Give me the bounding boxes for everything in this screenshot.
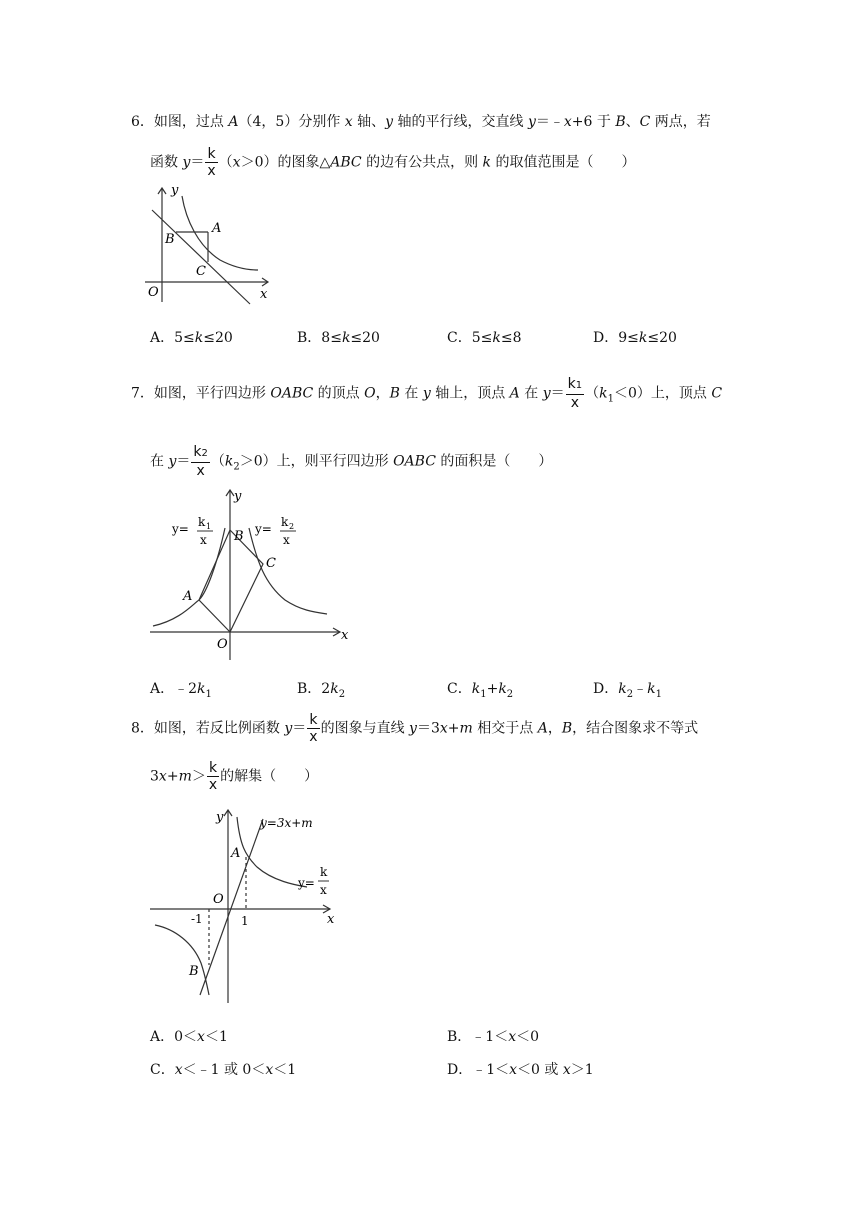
q7-option-d[interactable]: D．$k_2﹣k_1$	[593, 681, 662, 700]
label-O: O	[213, 892, 224, 907]
tick-1: 1	[241, 914, 249, 928]
eq-prefix: y=	[298, 876, 315, 890]
label-x: x	[260, 287, 268, 302]
eq-k2-num: k	[281, 515, 289, 529]
label-C: C	[266, 556, 276, 571]
label-A: A	[231, 846, 241, 861]
q7-option-c[interactable]: C．$k_1+k_2$	[447, 681, 514, 700]
eq-k2-prefix: y=	[255, 522, 272, 536]
label-y: y	[234, 489, 242, 504]
eq-num: k	[320, 865, 328, 879]
label-A: A	[212, 221, 222, 236]
eq-k2-sub: 2	[289, 522, 295, 531]
eq-den: x	[320, 883, 327, 897]
q6-option-b[interactable]: B．8≤k≤20	[297, 330, 380, 346]
q6-option-d[interactable]: D．9≤k≤20	[593, 330, 677, 346]
line-y-neg-x-plus-6	[152, 210, 250, 304]
q7-number: 7．	[131, 385, 154, 402]
label-C: C	[196, 264, 206, 279]
q8-option-c[interactable]: C．x＜﹣1 或 0＜x＜1	[150, 1062, 297, 1078]
eq-k1-num: k	[198, 515, 206, 529]
fraction-k-over-x: $\frac{k}{x}$	[309, 712, 318, 745]
line-label: y=3x+m	[260, 816, 313, 830]
q7-option-b[interactable]: B．$2k_2$	[297, 681, 346, 700]
q8-figure	[145, 805, 345, 1010]
q6-figure	[140, 180, 280, 310]
label-x: x	[327, 912, 335, 927]
q8-line2: 3x+m＞ $\frac{k}{x}$ 的解集（ ）	[150, 760, 319, 793]
label-x: x	[341, 628, 349, 643]
q7-line1: 7．如图，平行四边形 OABC 的顶点 O，B 在 y 轴上，顶点 A 在 y＝ $\frac{k1}{x}$ $(k_1<0)$上，顶点 C	[131, 376, 723, 411]
q8-line1: 8．如图，若反比例函数 y＝ $\frac{k}{x}$ 的图象与直线 y＝3x+m 相交于点 A，B，结合图象求不等式	[131, 712, 699, 745]
label-O: O	[217, 637, 228, 652]
q7-option-a[interactable]: A．$﹣2k_1$	[150, 681, 212, 700]
label-y: y	[171, 183, 179, 198]
label-B: B	[165, 232, 175, 247]
q6-option-c[interactable]: C．5≤k≤8	[447, 330, 522, 346]
tick-neg1: -1	[191, 912, 203, 926]
label-O: O	[148, 285, 159, 300]
fraction-k1-over-x: $\frac{k1}{x}$	[567, 376, 583, 411]
label-B: B	[189, 964, 199, 979]
q8-option-b[interactable]: B．﹣1＜x＜0	[447, 1029, 540, 1045]
label-B: B	[234, 529, 244, 544]
q6-line2: 函数 y＝ $\frac{k}{x}$ （x＞0）的图象△ABC 的边有公共点，则 k 的取值范围是（ ）	[150, 146, 636, 179]
q7-figure	[145, 482, 360, 662]
eq-k1-prefix: y=	[172, 522, 189, 536]
label-A: A	[183, 589, 193, 604]
q6-line1: 6．如图，过点 A（4，5）分别作 x 轴、y 轴的平行线，交直线 y＝﹣x+6 于 B、C 两点，若	[131, 114, 711, 130]
label-y: y	[216, 810, 224, 825]
eq-k2-den: x	[283, 533, 290, 547]
hyperbola-k1	[153, 528, 225, 626]
fraction-k2-over-x: $\frac{k2}{x}$	[193, 444, 208, 479]
eq-k1-sub: 1	[206, 522, 212, 531]
q6-number: 6．	[131, 114, 154, 130]
fraction-k-over-x: $\frac{k}{x}$	[208, 760, 218, 793]
q7-line2: 在 y＝ $\frac{k2}{x}$ $(k_2>0)$上，则平行四边形 OABC 的面积是（ ）	[150, 444, 553, 479]
q8-option-a[interactable]: A．0＜x＜1	[150, 1029, 228, 1045]
fraction-k-over-x: $\frac{k}{x}$	[207, 146, 216, 179]
q6-option-a[interactable]: A．5≤k≤20	[150, 330, 233, 346]
q8-option-d[interactable]: D．﹣1＜x＜0 或 x＞1	[447, 1062, 594, 1078]
eq-k1-den: x	[200, 533, 207, 547]
q8-number: 8．	[131, 720, 154, 737]
hyperbola-third-quadrant	[155, 925, 209, 995]
